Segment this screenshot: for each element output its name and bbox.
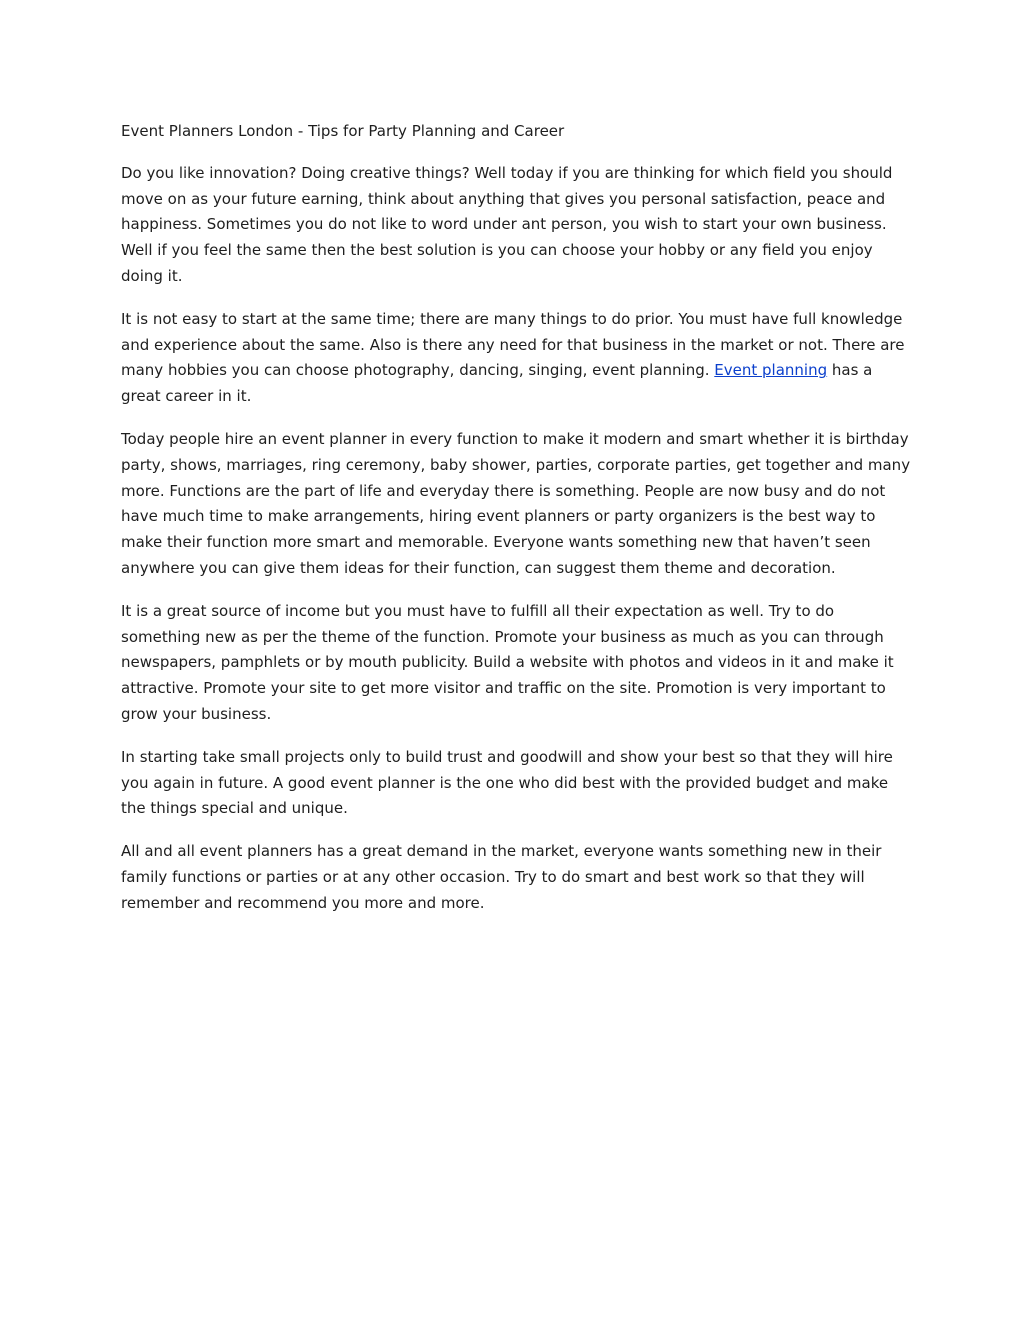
- paragraph-6: All and all event planners has a great demand in the market, everyone wants something new in their family functions or parties or at any other occasion. Try to do smart and best work so that they will remember and recommend you more and more.: [121, 842, 882, 912]
- paragraph-3: Today people hire an event planner in every function to make it modern and smart whether it is birthday party, shows, marriages, ring ceremony, baby shower, parties, corporate parties, get together and many more. Functions are the part of life and everyday there is something. People are now busy and do not have much time to make arrangements, hiring event planners or party organizers is the best way to make their function more smart and memorable. Everyone wants something new that haven’t seen anywhere you can give them ideas for their function, can suggest them theme and decoration.: [121, 429, 911, 577]
- paragraph-4: It is a great source of income but you must have to fulfill all their expectation as well. Try to do something new as per the theme of the function. Promote your business as much as you can through newspapers, pamphlets or by mouth publicity. Build a website with photos and videos in it and make it attractive. Promote your site to get more visitor and traffic on the site. Promotion is very important to grow your business.: [121, 601, 894, 723]
- paragraph-5: In starting take small projects only to build trust and goodwill and show your best so that they will hire you again in future. A good event planner is the one who did best with the provided budget and make the things special and unique.: [121, 747, 893, 818]
- paragraph-2: [121, 307, 911, 410]
- paragraph-2-text-after-link: has a great career in it.: [121, 361, 873, 406]
- event-planning-link[interactable]: Event planning: [714, 361, 828, 380]
- document-title: Event Planners London - Tips for Party Planning and Career: [121, 122, 565, 140]
- paragraph-1: Do you like innovation? Doing creative things? Well today if you are thinking for which field you should move on as your future earning, think about anything that gives you personal satisfaction, peace and happiness. Sometimes you do not like to word under ant person, you wish to start your own business. Well if you feel the same then the best solution is you can choose your hobby or any field you enjoy doing it.: [121, 163, 893, 285]
- document-body: [121, 119, 911, 934]
- paragraph-2-text-before-link: It is not easy to start at the same time; there are many things to do prior. You must have full knowledge and experience about the same. Also is there any need for that business in the market or not. There are many hobbies you can choose photography, dancing, singing, event planning.: [121, 309, 905, 380]
